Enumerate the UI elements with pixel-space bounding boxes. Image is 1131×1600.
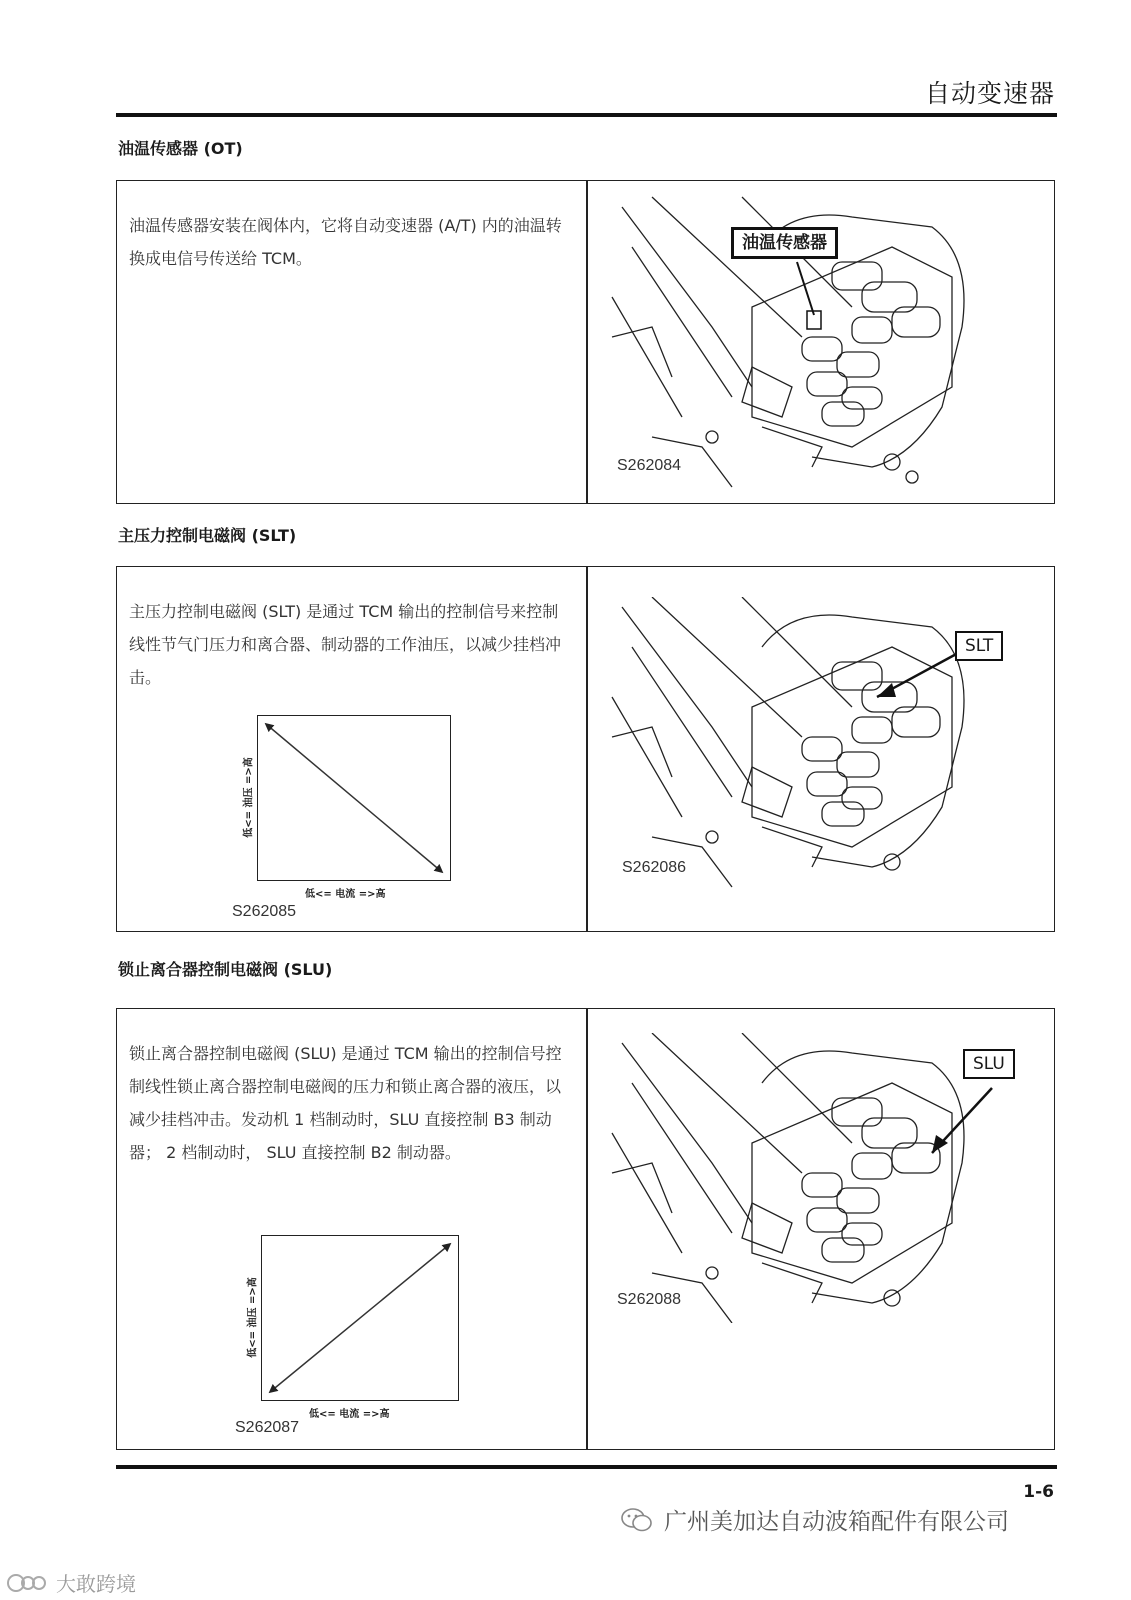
chart-x-label: 低<= 电流 =>高 bbox=[309, 1409, 390, 1420]
chart-series-line bbox=[266, 724, 442, 872]
header-rule bbox=[116, 113, 1057, 117]
callout-slu: SLU bbox=[963, 1049, 1015, 1079]
corner-watermark bbox=[6, 1568, 136, 1597]
chart-code-slu: S262087 bbox=[235, 1419, 300, 1436]
chart-plot bbox=[262, 1236, 458, 1400]
chart-series-line bbox=[270, 1244, 450, 1392]
section-title-ot: 油温传感器 (OT) bbox=[118, 139, 243, 158]
chart-x-label: 低<= 电流 =>高 bbox=[305, 889, 386, 900]
description-ot: 油温传感器安装在阀体内，它将自动变速器 (A/T) 内的油温转换成电信号传送给 TCM。 bbox=[129, 216, 562, 268]
chart-y-label: 低<= 油压 =>高 bbox=[243, 757, 255, 838]
box-divider bbox=[586, 181, 588, 503]
section-title-slt: 主压力控制电磁阀 (SLT) bbox=[118, 526, 297, 545]
chart-slu bbox=[237, 1235, 477, 1425]
callout-ot: 油温传感器 bbox=[731, 227, 838, 259]
chart-slt bbox=[235, 715, 475, 905]
chart-frame bbox=[257, 715, 451, 881]
section-title-slu: 锁止离合器控制电磁阀 (SLU) bbox=[118, 960, 333, 979]
chart-code-slt: S262085 bbox=[232, 903, 297, 920]
chart-y-label: 低<= 油压 =>高 bbox=[247, 1277, 259, 1358]
box-divider bbox=[586, 567, 588, 931]
callout-slt: SLT bbox=[955, 631, 1003, 661]
section-box-slu bbox=[116, 1008, 1055, 1450]
description-slu: 锁止离合器控制电磁阀 (SLU) 是通过 TCM 输出的控制信号控制线性锁止离合器控制电磁阀的压力和锁止离合器的液压，以减少挂档冲击。发动机 1 档制动时，SLU 直接控制 B3 制动器； 2 档制动时， SLU 直接控制 B2 制动器。 bbox=[129, 1044, 562, 1162]
section-box-slt bbox=[116, 566, 1055, 932]
watermark-logo-icon bbox=[6, 1571, 50, 1595]
footer-rule bbox=[116, 1465, 1057, 1469]
wechat-icon bbox=[620, 1506, 654, 1534]
box-divider bbox=[586, 1009, 588, 1449]
wechat-watermark bbox=[620, 1503, 1009, 1536]
figure-code-slu: S262088 bbox=[617, 1291, 682, 1308]
figure-code-ot: S262084 bbox=[617, 457, 682, 474]
page-number: 1-6 bbox=[1023, 1482, 1054, 1502]
wechat-watermark-text: 广州美加达自动波箱配件有限公司 bbox=[664, 1509, 1009, 1535]
section-box-ot bbox=[116, 180, 1055, 504]
chart-frame bbox=[261, 1235, 459, 1401]
page-header-title: 自动变速器 bbox=[924, 79, 1055, 108]
chart-plot bbox=[258, 716, 450, 880]
corner-watermark-text: 大敢跨境 bbox=[56, 1572, 136, 1596]
figure-code-slt: S262086 bbox=[622, 859, 687, 876]
description-slt: 主压力控制电磁阀 (SLT) 是通过 TCM 输出的控制信号来控制线性节气门压力和离合器、制动器的工作油压，以减少挂档冲击。 bbox=[129, 602, 562, 687]
